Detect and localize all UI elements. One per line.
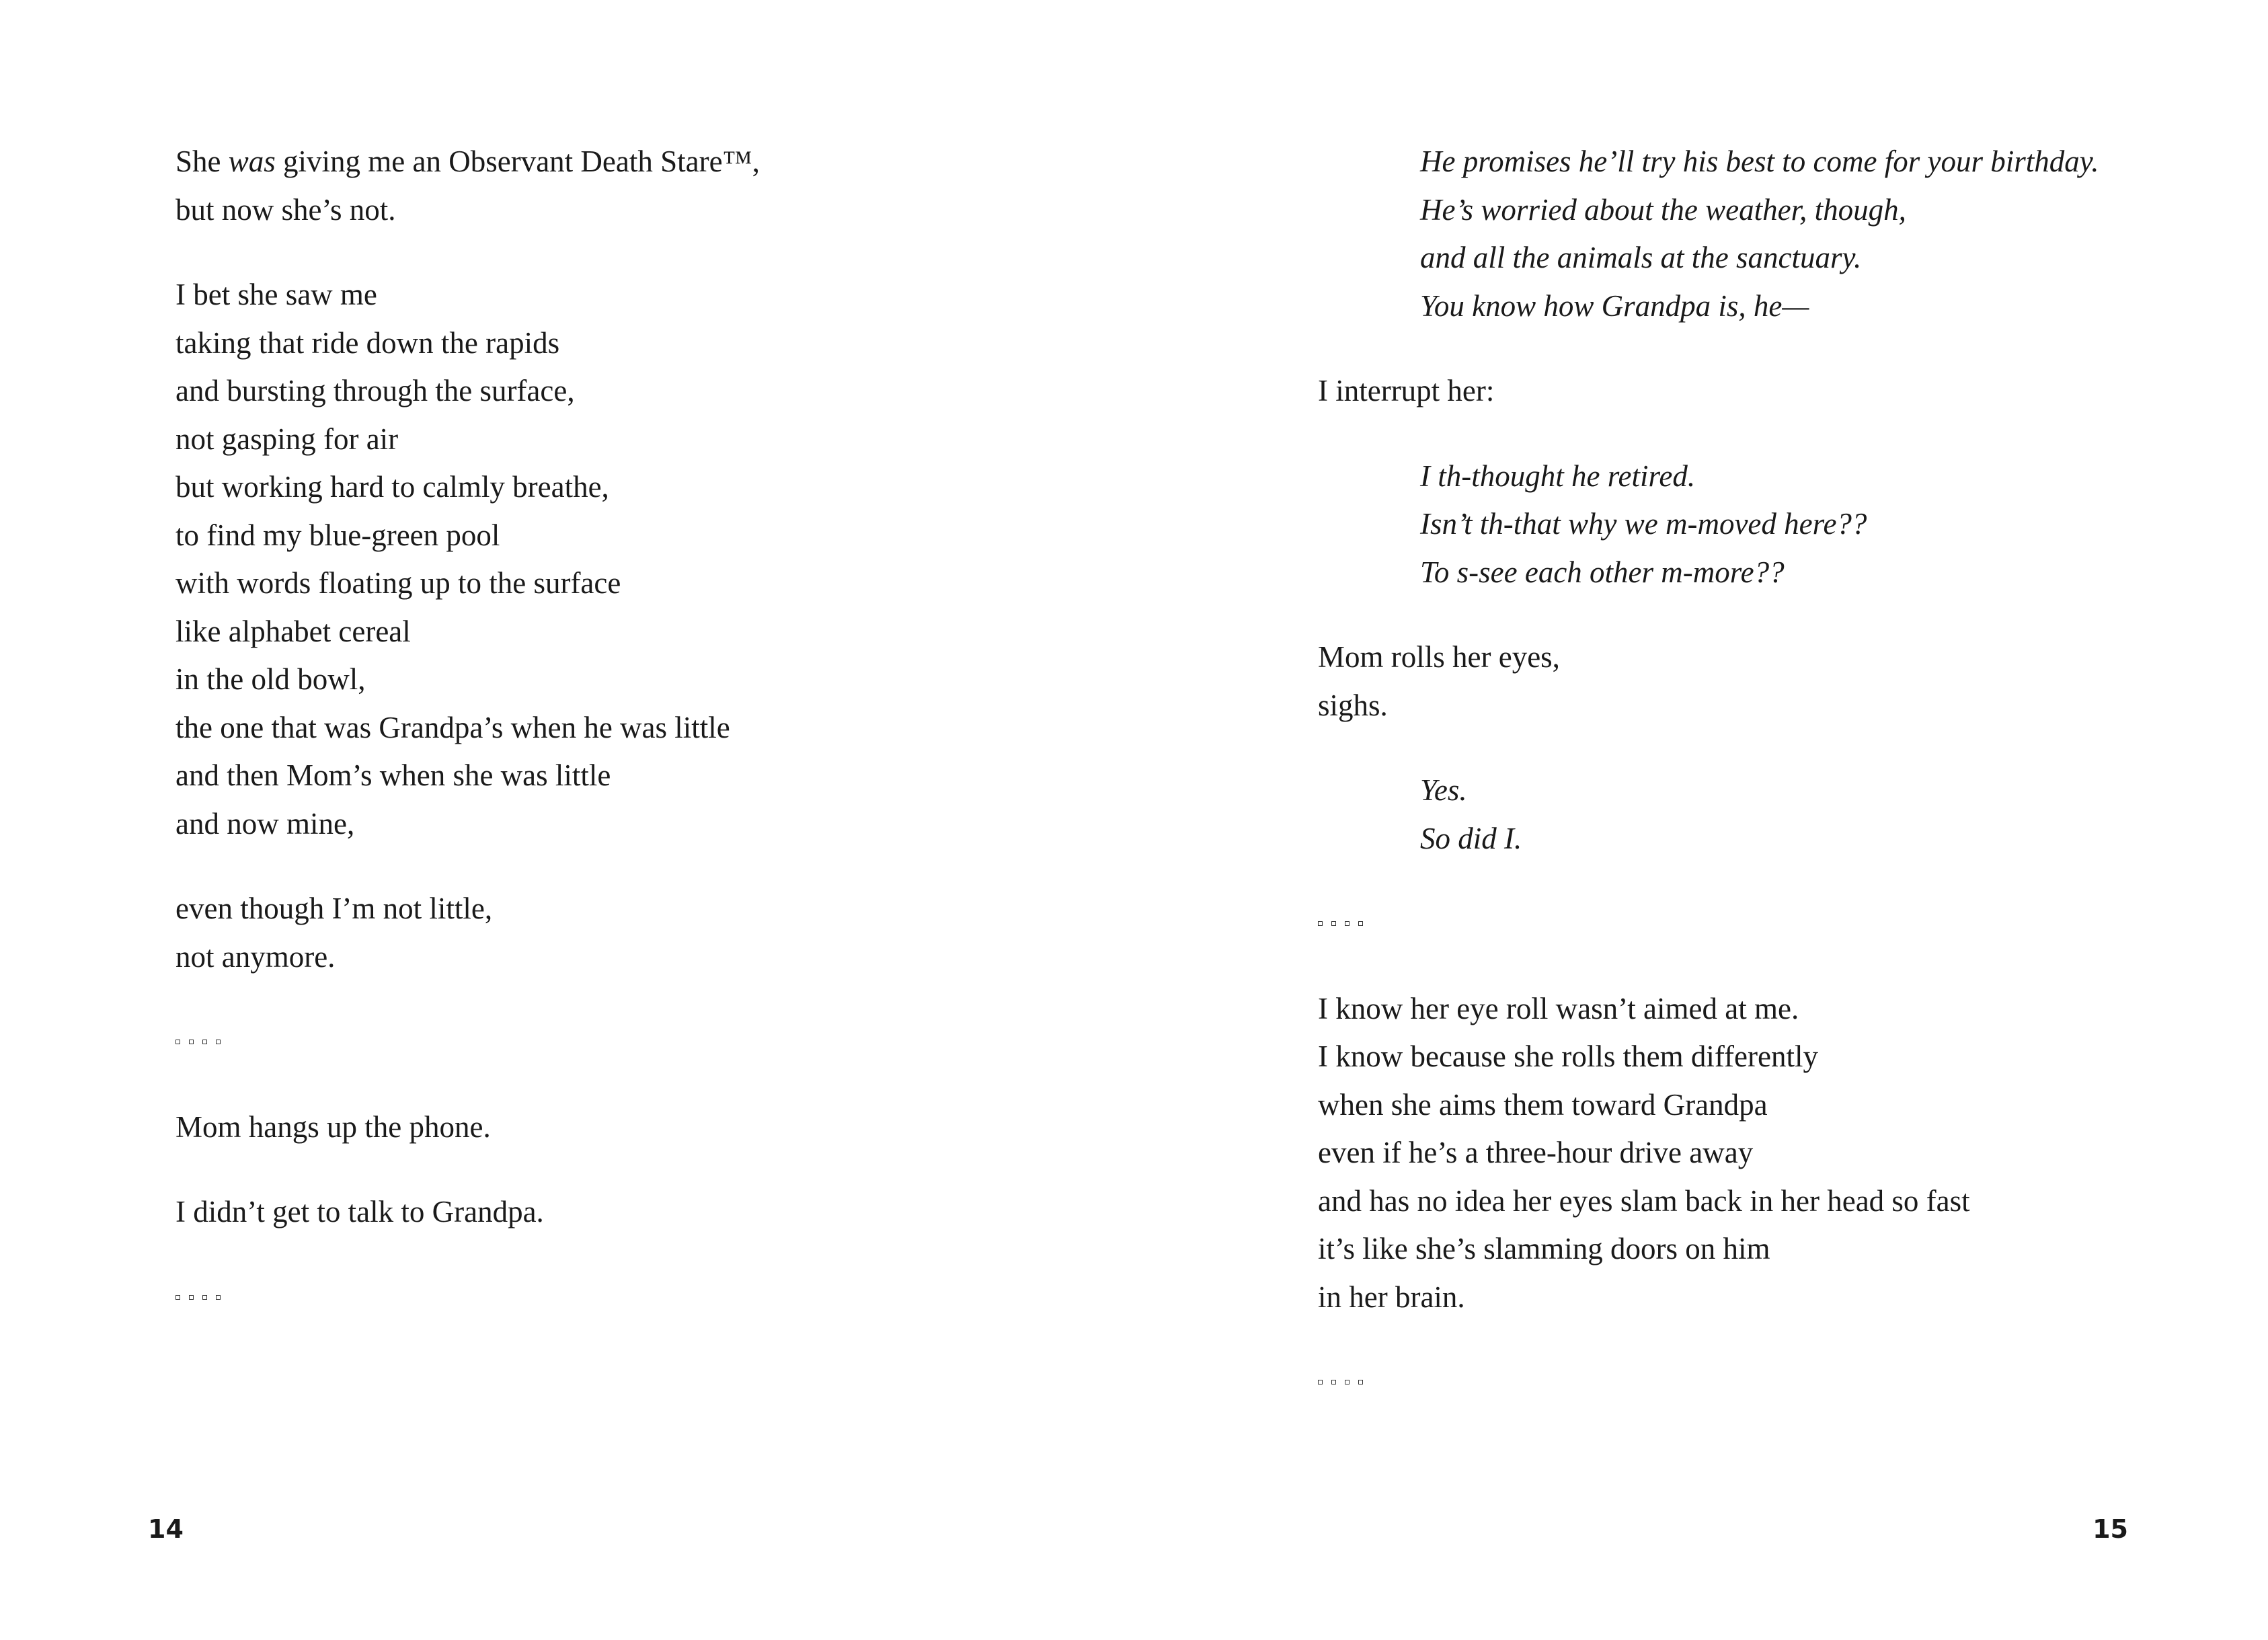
verse-line: Isn’t th-that why we m-moved here?? <box>1420 507 1867 541</box>
stanza <box>175 1188 760 1237</box>
verse-line: even though I’m not little, <box>175 892 493 925</box>
section-break-icon <box>175 1018 760 1066</box>
verse-line: even if he’s a three-hour drive away <box>1318 1136 1754 1169</box>
stanza <box>1318 633 2099 730</box>
verse-line: I interrupt her: <box>1318 374 1495 407</box>
verse-line: Mom rolls her eyes, <box>1318 640 1560 674</box>
verse-line: and all the animals at the sanctuary. <box>1420 241 1862 274</box>
verse-line: So did I. <box>1420 821 1522 855</box>
verse-line: not gasping for air <box>175 422 399 456</box>
verse-line: He promises he’ll try his best to come for your birthday. <box>1420 145 2099 178</box>
verse-line: I th-thought he retired. <box>1420 459 1696 493</box>
left-text-column <box>175 138 760 1358</box>
stanza <box>175 271 760 848</box>
verse-line: to find my blue-green pool <box>175 518 500 552</box>
verse-text: giving me an Observant Death Stare™, <box>275 145 760 178</box>
verse-line: You know how Grandpa is, he— <box>1420 288 1809 323</box>
verse-line: with words floating up to the surface <box>175 566 621 600</box>
verse-line <box>175 138 760 186</box>
verse-line: Yes. <box>1420 773 1467 807</box>
emphasis-text: was <box>228 145 276 178</box>
page-number: 15 <box>2093 1514 2128 1544</box>
verse-line: but now she’s not. <box>175 192 396 227</box>
verse-line: and now mine, <box>175 806 355 841</box>
verse-line: and then Mom’s when she was little <box>175 758 611 792</box>
dialogue-stanza <box>1318 767 2099 863</box>
stanza <box>1318 367 2099 416</box>
verse-line: I didn’t get to talk to Grandpa. <box>175 1195 544 1228</box>
verse-line: To s-see each other m-more?? <box>1420 555 1785 589</box>
dialogue-stanza <box>1318 138 2099 330</box>
stanza <box>175 1103 760 1152</box>
section-break-icon <box>1318 900 2099 948</box>
verse-line: like alphabet cereal <box>175 614 411 648</box>
verse-line: Mom hangs up the phone. <box>175 1109 491 1144</box>
section-break-icon <box>175 1274 760 1322</box>
verse-line: and bursting through the surface, <box>175 374 575 407</box>
page-number: 14 <box>148 1514 184 1544</box>
verse-line: it’s like she’s slamming doors on him <box>1318 1232 1770 1265</box>
verse-line: I know because she rolls them differently <box>1318 1040 1818 1073</box>
verse-line: in her brain. <box>1318 1280 1465 1314</box>
verse-line: sighs. <box>1318 688 1388 722</box>
verse-line: but working hard to calmly breathe, <box>175 470 609 504</box>
right-text-column <box>1318 138 2099 1444</box>
dialogue-stanza <box>1318 453 2099 597</box>
verse-line: the one that was Grandpa’s when he was little <box>175 710 730 744</box>
verse-text: She <box>175 145 229 178</box>
stanza <box>175 138 760 234</box>
right-page <box>1134 0 2268 1640</box>
verse-line: not anymore. <box>175 939 336 974</box>
verse-line: I bet she saw me <box>175 278 377 311</box>
verse-line: in the old bowl, <box>175 662 366 696</box>
section-break-icon <box>1318 1358 2099 1407</box>
verse-line: He’s worried about the weather, though, <box>1420 192 1906 227</box>
verse-line: I know her eye roll wasn’t aimed at me. <box>1318 991 1799 1025</box>
verse-line: taking that ride down the rapids <box>175 325 560 360</box>
stanza <box>175 885 760 981</box>
verse-line: when she aims them toward Grandpa <box>1318 1087 1768 1122</box>
verse-line: and has no idea her eyes slam back in her head so fast <box>1318 1183 1970 1218</box>
stanza <box>1318 985 2099 1322</box>
